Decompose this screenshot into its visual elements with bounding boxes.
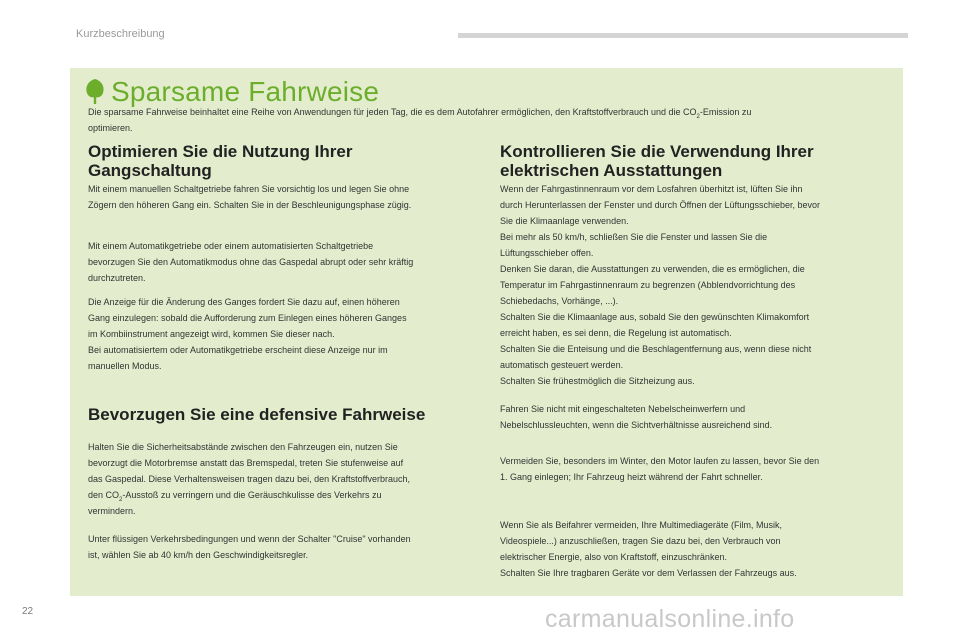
heading-line: Kontrollieren Sie die Verwendung Ihrer: [500, 142, 814, 161]
heading-line: Bevorzugen Sie eine defensive Fahrweise: [88, 405, 426, 424]
text-line: Nebelschlussleuchten, wenn die Sichtverhältnisse ausreichend sind.: [500, 420, 773, 430]
heading-line: elektrischen Ausstattungen: [500, 161, 723, 180]
paragraph-climate-control: [500, 181, 820, 389]
heading-electrical-equipment: [500, 142, 814, 180]
text-line: Schalten Sie die Enteisung und die Beschlagentfernung aus, wenn diese nicht: [500, 344, 812, 354]
heading-line: Gangschaltung: [88, 161, 212, 180]
heading-gangschaltung: [88, 142, 352, 180]
section-header: Kurzbeschreibung: [76, 28, 165, 40]
leaf-icon: [85, 78, 105, 104]
co2-text-end: -Ausstoß zu verringern und die Geräuschkulisse des Verkehrs zu: [122, 490, 382, 500]
paragraph-fog-lights: [500, 401, 772, 433]
page-title: Sparsame Fahrweise: [111, 76, 380, 107]
text-line: Denken Sie daran, die Ausstattungen zu verwenden, die es ermöglichen, die: [500, 264, 805, 274]
text-line: Schalten Sie Ihre tragbaren Geräte vor dem Verlassen der Fahrzeugs aus.: [500, 568, 797, 578]
header-bar: [458, 33, 908, 38]
paragraph-automatic-gearbox: [88, 238, 413, 286]
intro-text: Die sparsame Fahrweise beinhaltet eine Reihe von Anwendungen für jeden Tag, die es dem Autofahrer ermöglichen, den Kraftstoffverbrauch und die CO: [88, 107, 697, 117]
text-line: Schalten Sie die Klimaanlage aus, sobald Sie den gewünschten Klimakomfort: [500, 312, 810, 322]
text-line: Sie die Klimaanlage verwenden.: [500, 216, 629, 226]
text-line: Mit einem manuellen Schaltgetriebe fahren Sie vorsichtig los und legen Sie ohne: [88, 184, 410, 194]
heading-line: Optimieren Sie die Nutzung Ihrer: [88, 142, 353, 161]
intro-subscript: 2: [696, 113, 700, 120]
text-line: durchzutreten.: [88, 273, 146, 283]
text-line: Temperatur im Fahrgastinnenraum zu begrenzen (Abblendvorrichtung des: [500, 280, 796, 290]
text-line: elektrischer Energie, also von Kraftstoff, einzuschränken.: [500, 552, 727, 562]
text-line: Bei automatisiertem oder Automatikgetriebe erscheint diese Anzeige nur im: [88, 345, 388, 355]
text-line: erreicht haben, es sei denn, die Regelung ist automatisch.: [500, 328, 732, 338]
co2-text: den CO: [88, 490, 120, 500]
text-line: vermindern.: [88, 506, 136, 516]
text-line: bevorzugen Sie den Automatikmodus ohne das Gaspedal abrupt oder sehr kräftig: [88, 257, 414, 267]
text-line: Bei mehr als 50 km/h, schließen Sie die Fenster und lassen Sie die: [500, 232, 768, 242]
text-line: Gang einzulegen: sobald die Aufforderung zum Einlegen eines höheren Ganges: [88, 313, 407, 323]
text-line: durch Herunterlassen der Fenster und durch Öffnen der Lüftungsschieber, bevor: [500, 200, 821, 210]
text-line: Schiebedachs, Vorhänge, ...).: [500, 296, 619, 306]
text-line: ist, wählen Sie ab 40 km/h den Geschwindigkeitsregler.: [88, 550, 309, 560]
intro-text-line2: optimieren.: [88, 123, 133, 133]
paragraph-winter-engine: [500, 453, 819, 485]
text-line: Unter flüssigen Verkehrsbedingungen und wenn der Schalter "Cruise" vorhanden: [88, 534, 411, 544]
heading-defensive-driving: [88, 405, 425, 424]
text-line: bevorzugt die Motorbremse anstatt das Bremspedal, treten Sie stufenweise auf: [88, 458, 404, 468]
text-line: 1. Gang einlegen; Ihr Fahrzeug heizt während der Fahrt schneller.: [500, 472, 763, 482]
paragraph-cruise-control: [88, 531, 411, 563]
intro-paragraph: [88, 104, 898, 136]
co2-subscript: 2: [119, 496, 123, 503]
text-line: Mit einem Automatikgetriebe oder einem automatisierten Schaltgetriebe: [88, 241, 374, 251]
text-line: Schalten Sie frühestmöglich die Sitzheizung aus.: [500, 376, 695, 386]
text-line: Zögern den höheren Gang ein. Schalten Sie in der Beschleunigungsphase zügig.: [88, 200, 412, 210]
text-line: Wenn Sie als Beifahrer vermeiden, Ihre Multimediageräte (Film, Musik,: [500, 520, 782, 530]
text-line: Vermeiden Sie, besonders im Winter, den Motor laufen zu lassen, bevor Sie den: [500, 456, 820, 466]
text-line: Videospiele...) anzuschließen, tragen Sie dazu bei, den Verbrauch von: [500, 536, 781, 546]
paragraph-manual-gearbox: [88, 181, 411, 213]
paragraph-safety-distance: [88, 439, 410, 519]
intro-text-end: -Emission zu: [699, 107, 752, 117]
watermark: carmanualsonline.info: [545, 605, 795, 633]
page-number: 22: [22, 606, 34, 617]
text-line: Fahren Sie nicht mit eingeschalteten Nebelscheinwerfern und: [500, 404, 746, 414]
text-line-co2: [88, 487, 410, 503]
text-line: automatisch gesteuert werden.: [500, 360, 624, 370]
text-line: Wenn der Fahrgastinnenraum vor dem Losfahren überhitzt ist, lüften Sie ihn: [500, 184, 803, 194]
paragraph-gear-indicator: [88, 294, 407, 374]
text-line: manuellen Modus.: [88, 361, 162, 371]
text-line: im Kombiinstrument angezeigt wird, kommen Sie dieser nach.: [88, 329, 335, 339]
text-line: Lüftungsschieber offen.: [500, 248, 594, 258]
text-line: das Gaspedal. Diese Verhaltensweisen tragen dazu bei, den Kraftstoffverbrauch,: [88, 474, 411, 484]
text-line: Halten Sie die Sicherheitsabstände zwischen den Fahrzeugen ein, nutzen Sie: [88, 442, 398, 452]
paragraph-multimedia: [500, 517, 797, 581]
text-line: Die Anzeige für die Änderung des Ganges fordert Sie dazu auf, einen höheren: [88, 297, 400, 307]
